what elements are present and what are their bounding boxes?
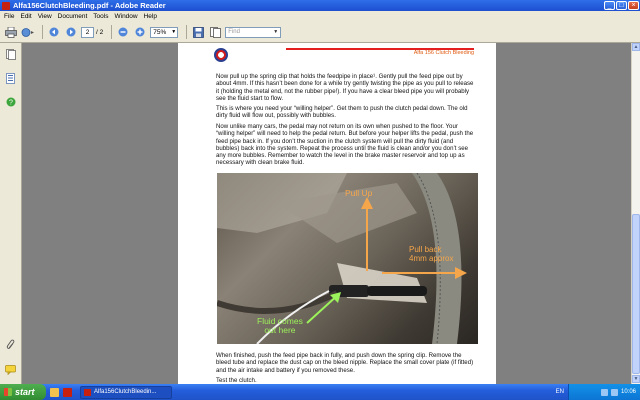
pages-panel-icon[interactable] xyxy=(5,49,16,60)
windows-logo-icon xyxy=(4,388,12,396)
zoom-select[interactable] xyxy=(150,27,178,38)
menu-document[interactable]: Document xyxy=(57,13,88,20)
toolbar-separator xyxy=(186,25,187,39)
toolbar xyxy=(0,22,640,43)
document-view[interactable] xyxy=(22,43,631,384)
adobe-reader-icon xyxy=(84,389,91,396)
zoom-in-icon[interactable] xyxy=(133,25,147,39)
vertical-scrollbar[interactable] xyxy=(631,43,640,384)
toolbar-separator xyxy=(111,25,112,39)
paragraph: Test the clutch. xyxy=(216,377,257,384)
taskbar-window-button[interactable] xyxy=(80,386,172,399)
pages-icon[interactable] xyxy=(208,25,222,39)
paragraph: Now unlike many cars, the pedal may not return on its own when pushed to the floor. Your “willing helper” will need to help the pedal return. But before your helper lifts the pedal, push the feed pipe back in. If you don’t the suction in the clutch system will pull the dirty fluid (and bubbles) back into the system. Repeat the process until the fluid is clean and/or you don’t see any more bubbles. Remember to watch the level in the brake master reservoir and top up as necessary with clean brake fluid. xyxy=(216,123,474,167)
paragraph: Now pull up the spring clip that holds the feedpipe in place¹. Gently pull the feed pipe out by about 4mm. If this hasn’t been done for a while try gently twisting the pipe as you pull to release it (holding the metal end, not the rubber pipe!). If you have a clear bleed pipe you will probably see the fluid start to flow. xyxy=(216,73,474,102)
find-placeholder: Find xyxy=(228,28,240,35)
attachment-icon[interactable] xyxy=(5,339,16,350)
share-icon[interactable] xyxy=(21,25,35,39)
paragraph: When finished, push the feed pipe back in fully, and push down the spring clip. Remove the bleed tube and replace the dust cap on the bleed nipple. Replace the small cover plate (if fitted) and the air intake and battery if you removed these. xyxy=(216,352,474,374)
start-label: start xyxy=(15,387,35,397)
tray-network-icon[interactable] xyxy=(601,389,608,396)
chevron-down-icon: ▼ xyxy=(273,28,279,35)
pdf-page xyxy=(178,43,496,384)
clutch-bleeding-photo xyxy=(217,173,478,344)
taskbar xyxy=(0,384,640,400)
menu-window[interactable]: Window xyxy=(114,13,138,20)
zoom-out-icon[interactable] xyxy=(116,25,130,39)
window-title: Alfa156ClutchBleeding.pdf - Adobe Reader xyxy=(13,1,166,10)
menu-file[interactable]: File xyxy=(4,13,15,20)
scrollbar-thumb[interactable] xyxy=(632,214,640,374)
document-header-title: Alfa 156 Clutch Bleeding xyxy=(413,50,474,56)
annotation-pull-up: Pull Up xyxy=(345,188,373,198)
maximize-button[interactable]: □ xyxy=(616,1,627,10)
quick-launch-reader-icon[interactable] xyxy=(63,388,72,397)
annotation-pull-back: Pull back 4mm approx xyxy=(409,245,454,263)
previous-page-icon[interactable] xyxy=(47,25,61,39)
system-tray xyxy=(568,384,640,400)
menu-edit[interactable]: Edit xyxy=(20,13,32,20)
comments-icon[interactable] xyxy=(5,365,16,376)
paragraph: This is where you need your “willing helper”. Get them to push the clutch pedal down. The old dirty fluid will flow out, possibly with bubbles. xyxy=(216,105,468,120)
quick-launch-folder-icon[interactable] xyxy=(50,388,59,397)
chevron-down-icon: ▼ xyxy=(171,28,177,35)
next-page-icon[interactable] xyxy=(64,25,78,39)
scroll-down-button[interactable]: ▼ xyxy=(633,376,639,382)
print-icon[interactable] xyxy=(4,25,18,39)
bookmarks-icon[interactable] xyxy=(5,73,16,84)
page-count: / 2 xyxy=(96,28,104,36)
start-button[interactable] xyxy=(0,384,46,400)
title-bar xyxy=(0,0,640,11)
navigation-panel xyxy=(0,43,22,384)
menu-bar xyxy=(0,11,640,22)
adobe-reader-icon xyxy=(2,2,10,10)
language-indicator[interactable]: EN xyxy=(555,389,564,395)
tray-volume-icon[interactable] xyxy=(611,389,618,396)
menu-view[interactable]: View xyxy=(37,13,52,20)
zoom-value: 75% xyxy=(153,28,167,36)
scroll-up-button[interactable]: ▲ xyxy=(633,44,639,50)
menu-tools[interactable]: Tools xyxy=(93,13,109,20)
svg-text:?: ? xyxy=(8,99,13,107)
toolbar-separator xyxy=(42,25,43,39)
annotation-fluid: Fluid comes out here xyxy=(257,316,303,335)
find-input[interactable] xyxy=(225,27,281,38)
clock: 10:06 xyxy=(620,389,636,395)
taskbar-window-label: Alfa156ClutchBleedin... xyxy=(94,389,157,395)
alfa-romeo-logo-icon xyxy=(214,48,228,62)
page-number-input[interactable]: 2 xyxy=(81,27,94,38)
save-icon[interactable] xyxy=(191,25,205,39)
help-icon[interactable] xyxy=(5,97,16,108)
close-button[interactable]: × xyxy=(628,1,639,10)
menu-help[interactable]: Help xyxy=(143,13,157,20)
minimize-button[interactable]: _ xyxy=(604,1,615,10)
